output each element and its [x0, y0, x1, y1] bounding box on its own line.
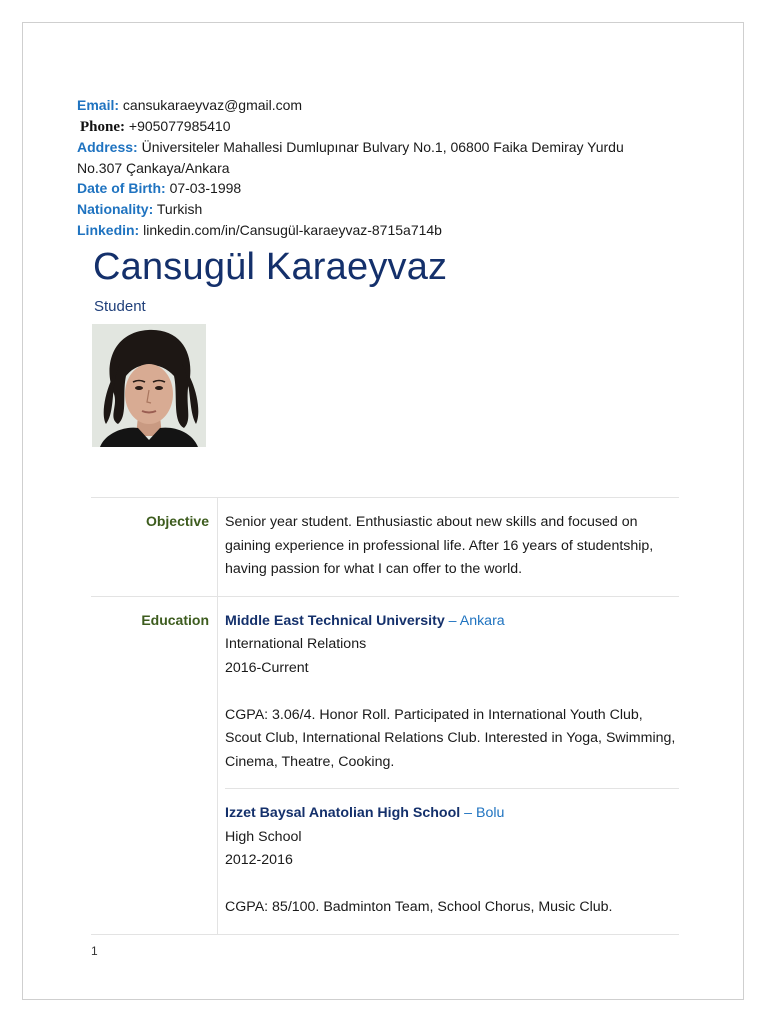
- dob-row: [77, 178, 677, 199]
- education-item: [225, 789, 679, 934]
- education-details: CGPA: 85/100. Badminton Team, School Chorus, Music Club.: [225, 899, 613, 915]
- spacer: [225, 873, 679, 897]
- education-school-line: [225, 802, 679, 826]
- objective-text: Senior year student. Enthusiastic about new skills and focused on gaining experience in professional life. After 16 years of studentship, having passion for what I can offer to the world.: [225, 514, 654, 577]
- profile-photo: [92, 324, 206, 447]
- email-value[interactable]: cansukaraeyvaz@gmail.com: [122, 97, 303, 113]
- spacer: [225, 680, 679, 704]
- linkedin-label: Linkedin:: [77, 221, 140, 238]
- portrait-image: [92, 324, 206, 447]
- school-name: Middle East Technical University: [225, 612, 445, 629]
- resume-sections: [91, 497, 679, 935]
- nationality-row: [77, 199, 677, 220]
- education-school-line: [225, 610, 679, 634]
- school-location: Ankara: [459, 612, 505, 629]
- contact-block: [77, 95, 677, 240]
- school-separator: –: [464, 805, 473, 821]
- objective-section: [91, 498, 679, 597]
- education-list: [218, 597, 679, 934]
- nationality-value: Turkish: [156, 200, 203, 217]
- resume-page: [22, 22, 744, 1000]
- email-row: [77, 95, 677, 116]
- phone-label: Phone:: [80, 118, 125, 135]
- education-program: International Relations: [225, 636, 367, 652]
- education-section: [91, 597, 679, 935]
- nationality-label: Nationality:: [77, 200, 154, 217]
- objective-heading: Objective: [91, 498, 218, 596]
- address-label: Address:: [77, 139, 138, 156]
- education-heading: Education: [91, 597, 218, 934]
- school-separator: –: [448, 612, 457, 629]
- person-name: Cansugül Karaeyvaz: [93, 246, 448, 288]
- education-program: High School: [225, 828, 302, 845]
- education-period: 2016-Current: [225, 659, 309, 676]
- education-item: [225, 597, 679, 790]
- education-details: CGPA: 3.06/4. Honor Roll. Participated in International Youth Club, Scout Club, International Relations Club. Interested in Yoga, Swimming, Cinema, Theatre, Cooking.: [225, 706, 676, 770]
- person-title: Student: [94, 298, 146, 315]
- page-number: 1: [91, 944, 98, 958]
- school-name: Izzet Baysal Anatolian High School: [225, 805, 461, 821]
- school-location: Bolu: [475, 805, 505, 821]
- email-label: Email:: [77, 97, 120, 113]
- address-value: Üniversiteler Mahallesi Dumlupınar Bulvary No.1, 06800 Faika Demiray Yurdu No.307 Çankaya/Ankara: [77, 139, 624, 176]
- linkedin-row: [77, 220, 677, 241]
- dob-label: Date of Birth:: [77, 180, 166, 197]
- address-row: [77, 137, 637, 178]
- dob-value: 07-03-1998: [169, 180, 242, 197]
- phone-row: [77, 116, 677, 138]
- phone-value: +905077985410: [128, 117, 231, 134]
- education-period: 2012-2016: [225, 852, 293, 868]
- linkedin-value[interactable]: linkedin.com/in/Cansugül-karaeyvaz-8715a714b: [143, 221, 442, 238]
